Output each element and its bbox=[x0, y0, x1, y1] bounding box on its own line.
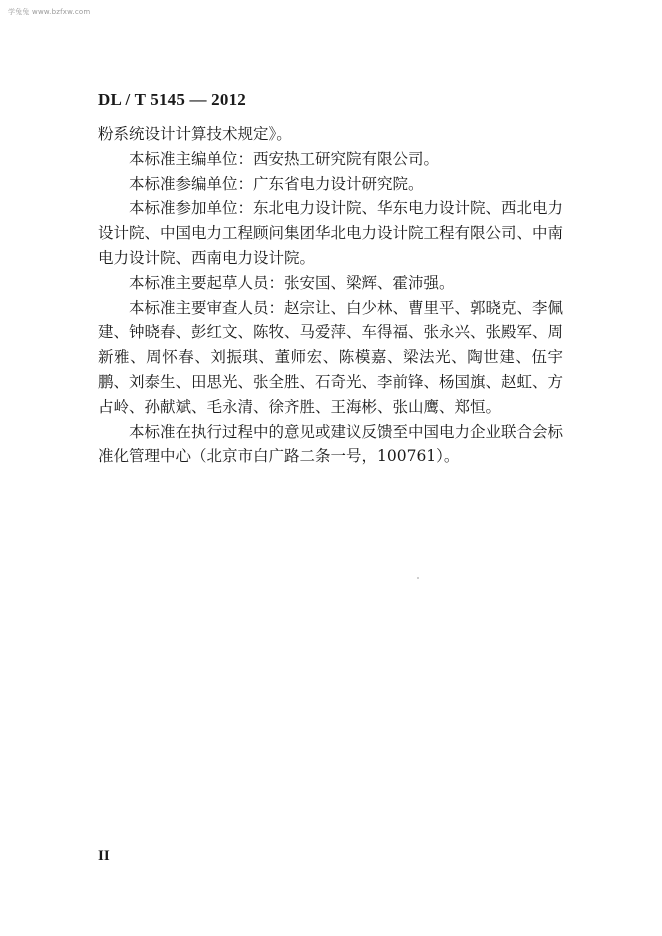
scan-speck bbox=[417, 577, 419, 579]
page-number: II bbox=[98, 848, 110, 864]
document-code: DL / T 5145 — 2012 bbox=[98, 90, 246, 109]
paragraph-drafters: 本标准主要起草人员：张安国、梁辉、霍沛强。 bbox=[129, 273, 455, 292]
paragraph-feedback: 本标准在执行过程中的意见或建议反馈至中国电力企业联合会标准化管理中心（北京市白广路二条一号，100761）。 bbox=[98, 422, 564, 466]
paragraph-continuation: 粉系统设计计算技术规定》。 bbox=[98, 125, 292, 143]
paragraph-chief-editor: 本标准主编单位：西安热工研究院有限公司。 bbox=[129, 149, 440, 168]
paragraph-co-editor: 本标准参编单位：广东省电力设计研究院。 bbox=[129, 174, 424, 193]
watermark-text: 学兔兔 www.bzfxw.com bbox=[8, 8, 91, 16]
document-body bbox=[98, 122, 563, 469]
paragraph-participants: 本标准参加单位：东北电力设计院、华东电力设计院、西北电力设计院、中国电力工程顾问集团华北电力设计院工程有限公司、中南电力设计院、西南电力设计院。 bbox=[98, 199, 564, 267]
paragraph-reviewers: 本标准主要审查人员：赵宗让、白少林、曹里平、郭晓克、李佩建、钟晓春、彭红文、陈牧、马爱萍、车得福、张永兴、张殿军、周新雅、周怀春、刘振琪、董师宏、陈模嘉、梁法光、陶世建、伍宇鹏、刘泰生、田思光、张全胜、石奇光、李前锋、杨国旗、赵虹、方占岭、孙献斌、毛永清、徐齐胜、王海彬、张山鹰、郑恒。 bbox=[98, 298, 564, 416]
